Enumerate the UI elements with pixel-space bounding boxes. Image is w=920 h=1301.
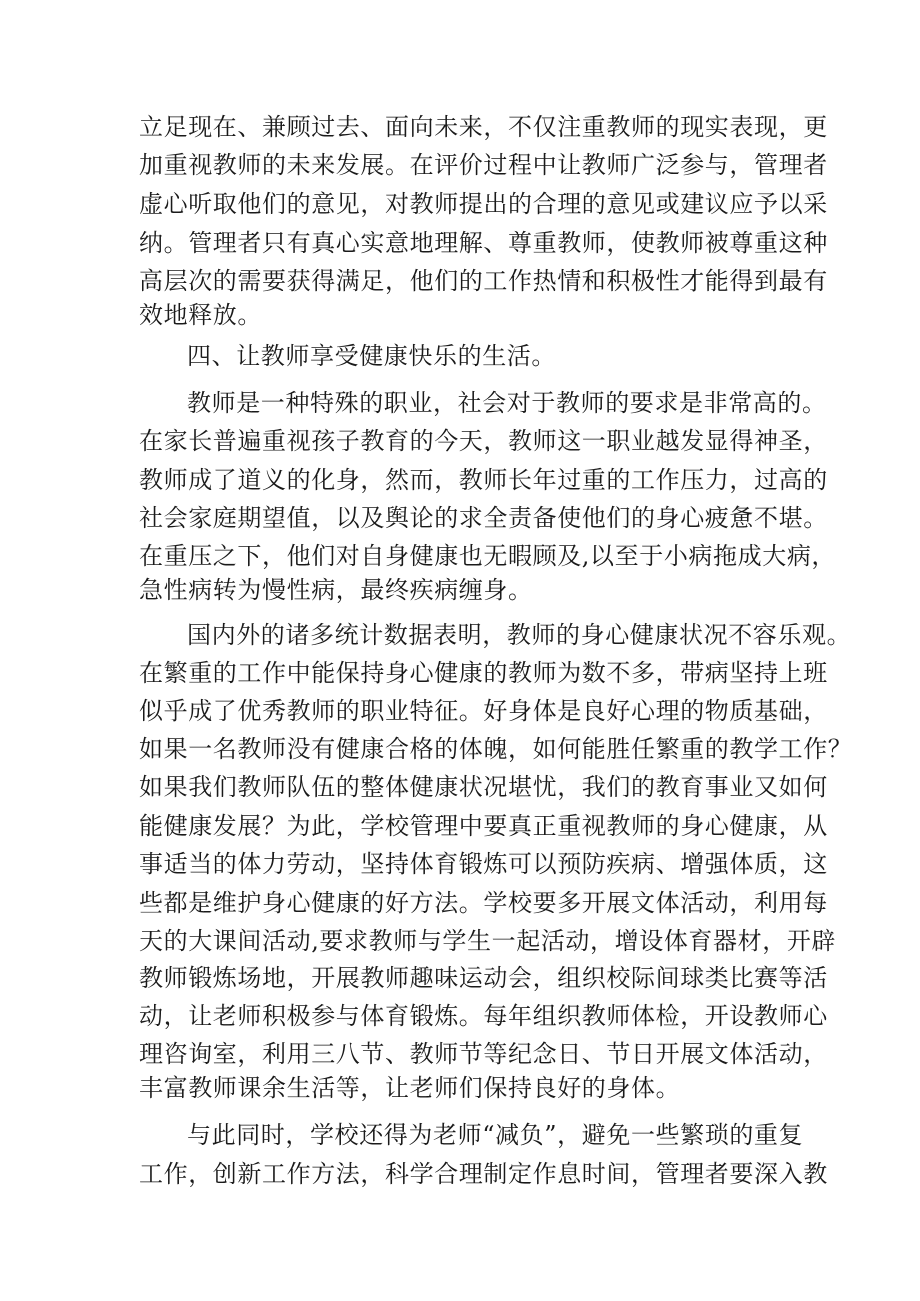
- text-line: 与此同时，学校还得为老师“减负”，避免一些繁琐的重复: [187, 1121, 804, 1149]
- text-line: 加重视教师的未来发展。在评价过程中让教师广泛参与，管理者: [139, 151, 828, 179]
- text-line: 急性病转为慢性病，最终疾病缠身。: [139, 576, 533, 604]
- text-line: 动，让老师积极参与体育锻炼。每年组织教师体检，开设教师心: [139, 1002, 828, 1030]
- section-heading: 四、让教师享受健康快乐的生活。: [187, 342, 556, 370]
- text-line: 纳。管理者只有真心实意地理解、尊重教师，使教师被尊重这种: [139, 229, 828, 257]
- text-line: 虚心听取他们的意见，对教师提出的合理的意见或建议应予以采: [139, 190, 828, 218]
- text-line: 如果一名教师没有健康合格的体魄，如何能胜任繁重的教学工作？: [139, 735, 853, 763]
- text-line: 社会家庭期望值，以及舆论的求全责备使他们的身心疲惫不堪。: [139, 504, 828, 532]
- text-line: 理咨询室，利用三八节、教师节等纪念日、节日开展文体活动，: [139, 1040, 828, 1068]
- text-line: 丰富教师课余生活等，让老师们保持良好的身体。: [139, 1074, 681, 1102]
- text-line: 在重压之下，他们对自身健康也无暇顾及,以至于小病拖成大病，: [139, 542, 837, 570]
- text-line: 似乎成了优秀教师的职业特征。好身体是良好心理的物质基础，: [139, 697, 828, 725]
- text-line: 工作，创新工作方法，科学合理制定作息时间，管理者要深入教: [139, 1160, 828, 1188]
- text-line: 教师成了道义的化身，然而，教师长年过重的工作压力，过高的: [139, 466, 828, 494]
- text-line: 在家长普遍重视孩子教育的今天，教师这一职业越发显得神圣，: [139, 427, 828, 455]
- text-line: 天的大课间活动,要求教师与学生一起活动，增设体育器材，开辟: [139, 927, 837, 955]
- text-line: 教师锻炼场地，开展教师趣味运动会，组织校际间球类比赛等活: [139, 964, 828, 992]
- text-line: 国内外的诸多统计数据表明，教师的身心健康状况不容乐观。: [187, 621, 852, 649]
- text-line: 能健康发展？为此，学校管理中要真正重视教师的身心健康，从: [139, 812, 828, 840]
- text-line: 立足现在、兼顾过去、面向未来，不仅注重教师的现实表现，更: [139, 113, 828, 141]
- text-line: 些都是维护身心健康的好方法。学校要多开展文体活动，利用每: [139, 889, 828, 917]
- text-line: 高层次的需要获得满足，他们的工作热情和积极性才能得到最有: [139, 267, 828, 295]
- text-line: 教师是一种特殊的职业，社会对于教师的要求是非常高的。: [187, 389, 827, 417]
- text-line: 效地释放。: [139, 301, 262, 329]
- text-line: 如果我们教师队伍的整体健康状况堪忧，我们的教育事业又如何: [139, 773, 828, 801]
- text-line: 在繁重的工作中能保持身心健康的教师为数不多，带病坚持上班: [139, 659, 828, 687]
- text-line: 事适当的体力劳动，坚持体育锻炼可以预防疾病、增强体质，这: [139, 850, 828, 878]
